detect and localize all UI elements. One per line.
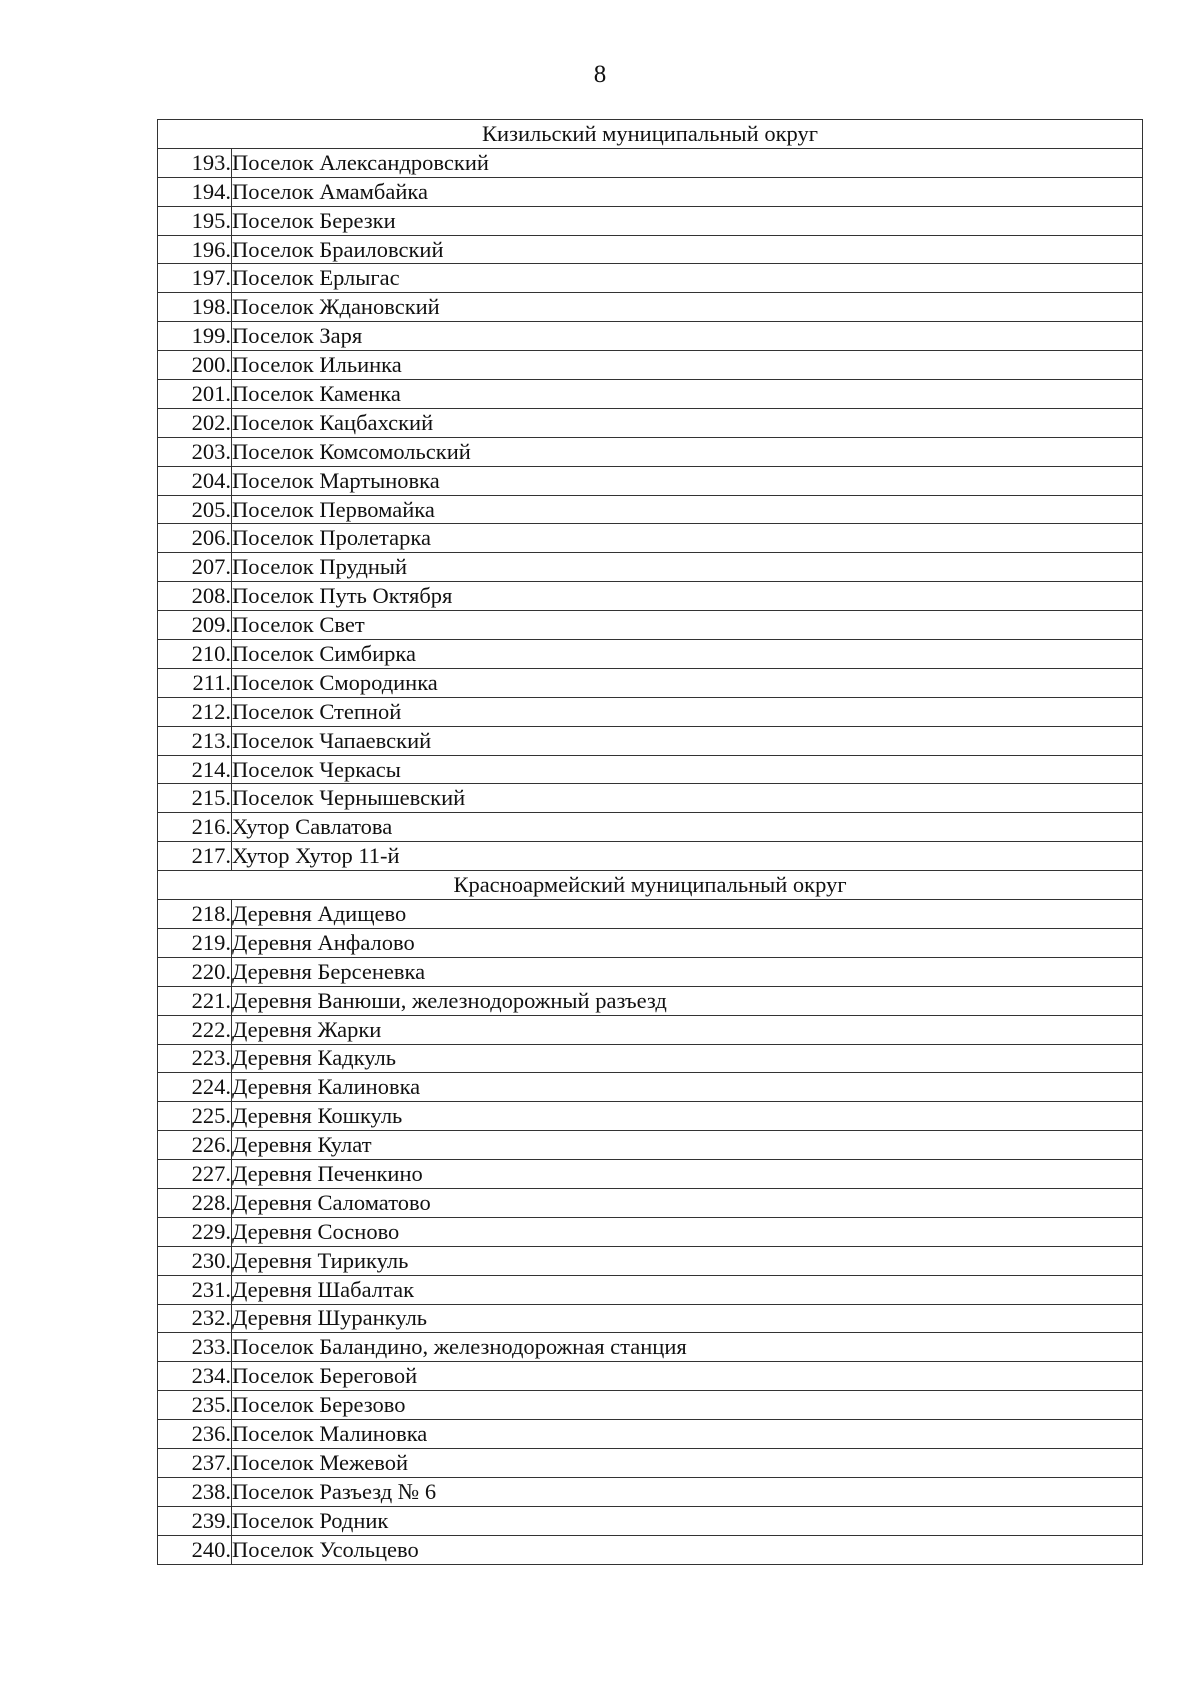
settlement-name: Деревня Шабалтак [232,1275,1143,1304]
settlement-name: Поселок Путь Октября [232,582,1143,611]
row-number: 221. [158,986,232,1015]
settlement-name: Поселок Ерлыгас [232,264,1143,293]
table-row [158,148,1143,177]
settlement-name: Деревня Кошкуль [232,1102,1143,1131]
table-row [158,351,1143,380]
settlement-name: Деревня Берсеневка [232,957,1143,986]
table-row [158,1535,1143,1564]
section-title: Красноармейский муниципальный округ [158,871,1143,900]
settlement-name: Поселок Степной [232,697,1143,726]
table-row [158,582,1143,611]
settlement-name: Поселок Березки [232,206,1143,235]
settlement-name: Поселок Симбирка [232,640,1143,669]
table-row [158,177,1143,206]
table-row [158,293,1143,322]
table-row [158,697,1143,726]
settlement-name: Поселок Ждановский [232,293,1143,322]
table-row [158,640,1143,669]
table-row [158,842,1143,871]
table-row [158,264,1143,293]
table-row [158,1044,1143,1073]
settlement-name: Поселок Береговой [232,1362,1143,1391]
table-row [158,437,1143,466]
row-number: 218. [158,900,232,929]
row-number: 228. [158,1188,232,1217]
settlement-name: Поселок Березово [232,1391,1143,1420]
section-header-row [158,871,1143,900]
row-number: 202. [158,408,232,437]
row-number: 232. [158,1304,232,1333]
table-row [158,322,1143,351]
row-number: 213. [158,726,232,755]
settlement-name: Хутор Савлатова [232,813,1143,842]
settlement-name: Поселок Первомайка [232,495,1143,524]
row-number: 224. [158,1073,232,1102]
table-body [158,120,1143,1565]
settlement-name: Деревня Печенкино [232,1160,1143,1189]
row-number: 233. [158,1333,232,1362]
table-row [158,900,1143,929]
settlement-name: Хутор Хутор 11-й [232,842,1143,871]
settlement-name: Поселок Межевой [232,1448,1143,1477]
table-row [158,611,1143,640]
settlement-name: Поселок Кацбахский [232,408,1143,437]
table-row [158,408,1143,437]
row-number: 220. [158,957,232,986]
row-number: 207. [158,553,232,582]
table-row [158,1391,1143,1420]
table-row [158,1275,1143,1304]
settlement-name: Деревня Саломатово [232,1188,1143,1217]
table-row [158,726,1143,755]
table-row [158,668,1143,697]
table-row [158,235,1143,264]
table-row [158,1160,1143,1189]
settlement-name: Поселок Комсомольский [232,437,1143,466]
table-row [158,928,1143,957]
table-row [158,813,1143,842]
section-title: Кизильский муниципальный округ [158,120,1143,149]
settlement-name: Деревня Шуранкуль [232,1304,1143,1333]
table-row [158,1333,1143,1362]
table-row [158,755,1143,784]
row-number: 199. [158,322,232,351]
table-row [158,1420,1143,1449]
settlement-name: Деревня Адищево [232,900,1143,929]
settlement-name: Поселок Усольцево [232,1535,1143,1564]
row-number: 197. [158,264,232,293]
row-number: 240. [158,1535,232,1564]
settlement-name: Поселок Разъезд № 6 [232,1477,1143,1506]
row-number: 216. [158,813,232,842]
table-row [158,553,1143,582]
table-row [158,1015,1143,1044]
settlement-name: Деревня Ванюши, железнодорожный разъезд [232,986,1143,1015]
settlement-name: Поселок Чернышевский [232,784,1143,813]
settlement-name: Поселок Мартыновка [232,466,1143,495]
settlement-name: Поселок Свет [232,611,1143,640]
settlement-name: Деревня Анфалово [232,928,1143,957]
row-number: 205. [158,495,232,524]
settlement-name: Деревня Калиновка [232,1073,1143,1102]
settlement-name: Поселок Браиловский [232,235,1143,264]
row-number: 201. [158,380,232,409]
table-row [158,1304,1143,1333]
table-row [158,1362,1143,1391]
row-number: 215. [158,784,232,813]
settlement-name: Деревня Жарки [232,1015,1143,1044]
row-number: 206. [158,524,232,553]
table-row [158,1506,1143,1535]
section-header-row [158,120,1143,149]
row-number: 212. [158,697,232,726]
settlement-name: Деревня Кадкуль [232,1044,1143,1073]
row-number: 200. [158,351,232,380]
table-row [158,1073,1143,1102]
table-row [158,957,1143,986]
row-number: 211. [158,668,232,697]
row-number: 194. [158,177,232,206]
settlement-name: Деревня Сосново [232,1217,1143,1246]
row-number: 238. [158,1477,232,1506]
table-row [158,1477,1143,1506]
row-number: 222. [158,1015,232,1044]
page-number: 8 [593,61,607,88]
table-row [158,466,1143,495]
row-number: 231. [158,1275,232,1304]
table-row [158,495,1143,524]
settlement-name: Поселок Прудный [232,553,1143,582]
settlement-name: Поселок Амамбайка [232,177,1143,206]
table-row [158,380,1143,409]
row-number: 235. [158,1391,232,1420]
row-number: 217. [158,842,232,871]
row-number: 203. [158,437,232,466]
settlement-name: Деревня Тирикуль [232,1246,1143,1275]
settlement-name: Поселок Малиновка [232,1420,1143,1449]
settlement-name: Поселок Каменка [232,380,1143,409]
settlement-name: Поселок Смородинка [232,668,1143,697]
row-number: 195. [158,206,232,235]
table-row [158,524,1143,553]
row-number: 219. [158,928,232,957]
table-row [158,1188,1143,1217]
settlement-name: Поселок Александровский [232,148,1143,177]
table-row [158,986,1143,1015]
settlement-name: Поселок Пролетарка [232,524,1143,553]
row-number: 193. [158,148,232,177]
row-number: 226. [158,1131,232,1160]
settlement-name: Поселок Родник [232,1506,1143,1535]
row-number: 214. [158,755,232,784]
table-row [158,1217,1143,1246]
row-number: 230. [158,1246,232,1275]
table-row [158,206,1143,235]
table-row [158,1448,1143,1477]
table-row [158,1246,1143,1275]
table-row [158,1131,1143,1160]
settlement-name: Поселок Чапаевский [232,726,1143,755]
row-number: 204. [158,466,232,495]
table-row [158,784,1143,813]
settlements-table [157,119,1143,1565]
row-number: 239. [158,1506,232,1535]
row-number: 210. [158,640,232,669]
settlement-name: Деревня Кулат [232,1131,1143,1160]
row-number: 234. [158,1362,232,1391]
settlement-name: Поселок Ильинка [232,351,1143,380]
settlement-name: Поселок Заря [232,322,1143,351]
row-number: 209. [158,611,232,640]
row-number: 208. [158,582,232,611]
row-number: 225. [158,1102,232,1131]
row-number: 229. [158,1217,232,1246]
row-number: 237. [158,1448,232,1477]
table-row [158,1102,1143,1131]
row-number: 223. [158,1044,232,1073]
settlement-name: Поселок Черкасы [232,755,1143,784]
row-number: 198. [158,293,232,322]
row-number: 227. [158,1160,232,1189]
row-number: 236. [158,1420,232,1449]
row-number: 196. [158,235,232,264]
settlement-name: Поселок Баландино, железнодорожная станция [232,1333,1143,1362]
